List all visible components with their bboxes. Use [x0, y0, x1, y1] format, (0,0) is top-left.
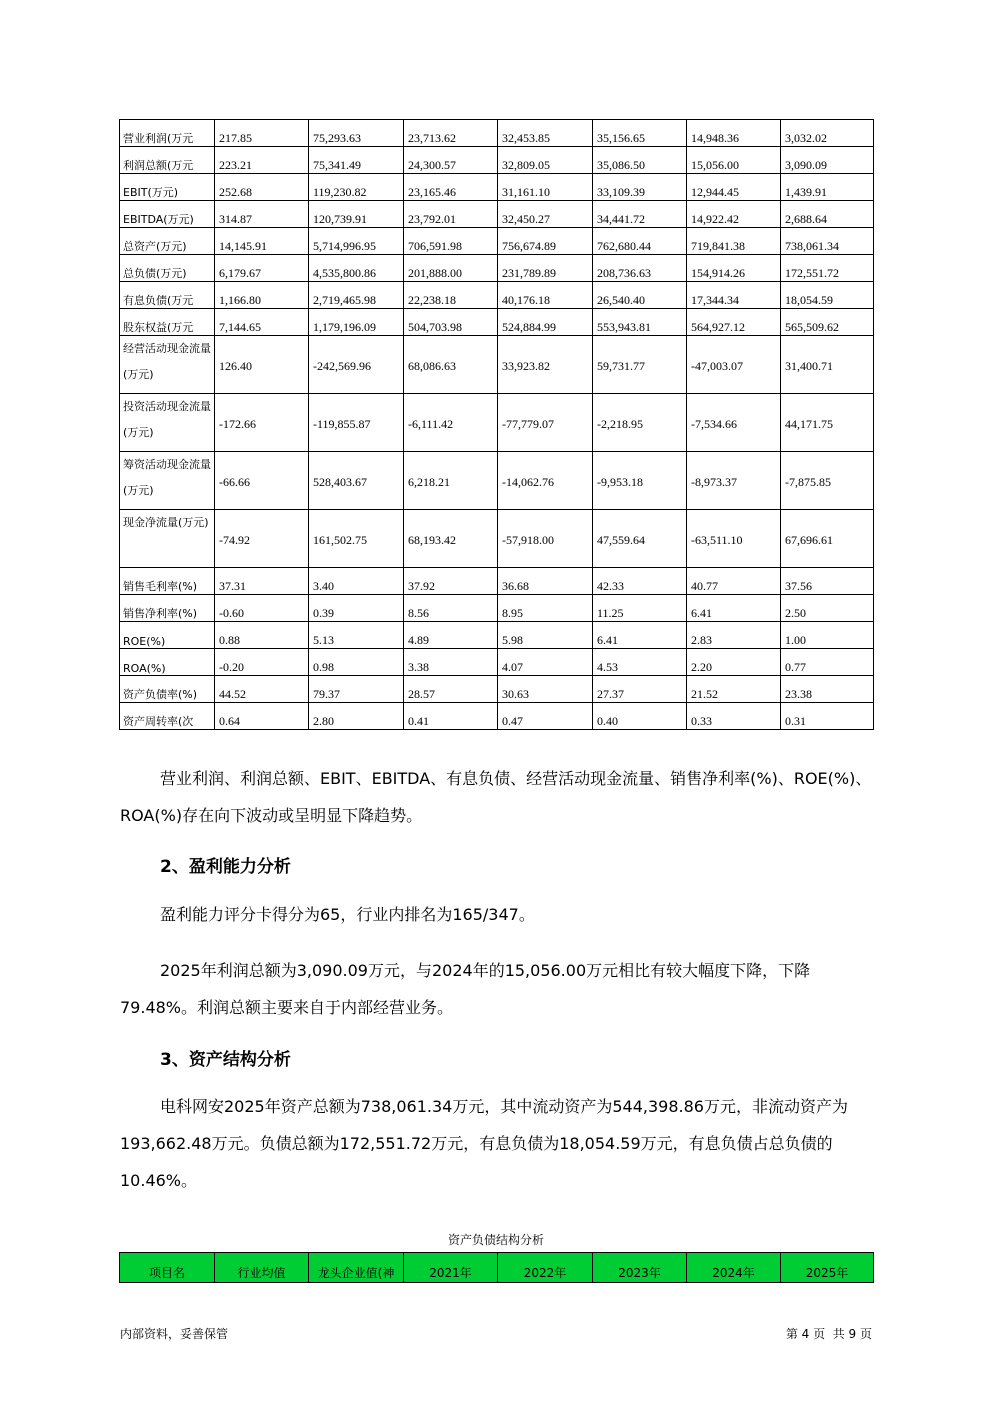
table-cell: -7,875.85 — [781, 452, 874, 510]
footer-page-number: 第 4 页 共 9 页 — [785, 1327, 872, 1341]
table-cell: 44,171.75 — [781, 394, 874, 452]
table-cell: 67,696.61 — [781, 510, 874, 568]
table-cell: 2.50 — [781, 595, 874, 622]
table-cell: 37.31 — [215, 568, 309, 595]
table-cell: 7,144.65 — [215, 309, 309, 336]
table-cell: 3.38 — [404, 649, 498, 676]
row-label: 股东权益(万元 — [120, 309, 215, 336]
row-label: 资产周转率(次 — [120, 703, 215, 730]
table-cell: 217.85 — [215, 120, 309, 147]
row-label: ROE(%) — [120, 622, 215, 649]
table-cell: -0.20 — [215, 649, 309, 676]
table-cell: 0.31 — [781, 703, 874, 730]
table-cell: -7,534.66 — [687, 394, 781, 452]
table-row — [120, 510, 874, 568]
table-cell: 252.68 — [215, 174, 309, 201]
table-cell: 1,166.80 — [215, 282, 309, 309]
table-cell: 27.37 — [593, 676, 687, 703]
table-cell: 5,714,996.95 — [309, 228, 404, 255]
table-cell: -74.92 — [215, 510, 309, 568]
table-cell: 31,400.71 — [781, 336, 874, 394]
table-cell: 1.00 — [781, 622, 874, 649]
table-cell: 15,056.00 — [687, 147, 781, 174]
row-label: 资产负债率(%) — [120, 676, 215, 703]
table-cell: 0.41 — [404, 703, 498, 730]
table-row — [120, 568, 874, 595]
table-cell: 738,061.34 — [781, 228, 874, 255]
row-label: 利润总额(万元 — [120, 147, 215, 174]
table-cell: 8.95 — [498, 595, 593, 622]
table-cell: 120,739.91 — [309, 201, 404, 228]
table-cell: -9,953.18 — [593, 452, 687, 510]
table-cell: 564,927.12 — [687, 309, 781, 336]
table-cell: 30.63 — [498, 676, 593, 703]
table-cell: 40,176.18 — [498, 282, 593, 309]
table-cell: 0.47 — [498, 703, 593, 730]
table-cell: -77,779.07 — [498, 394, 593, 452]
table-cell: 33,923.82 — [498, 336, 593, 394]
table-cell: 565,509.62 — [781, 309, 874, 336]
table-cell: 4,535,800.86 — [309, 255, 404, 282]
table-cell: 6.41 — [687, 595, 781, 622]
table-cell: 4.89 — [404, 622, 498, 649]
row-label: 销售毛利率(%) — [120, 568, 215, 595]
table-cell: 5.13 — [309, 622, 404, 649]
row-label: 营业利润(万元 — [120, 120, 215, 147]
table-row — [120, 201, 874, 228]
table-cell: -63,511.10 — [687, 510, 781, 568]
table-cell: 17,344.34 — [687, 282, 781, 309]
table-cell: 2.83 — [687, 622, 781, 649]
table-cell: -47,003.07 — [687, 336, 781, 394]
header-cell: 2025年 — [781, 1253, 874, 1283]
table-row — [120, 282, 874, 309]
table-cell: 0.98 — [309, 649, 404, 676]
table-cell: 14,145.91 — [215, 228, 309, 255]
header-cell: 龙头企业值(神 — [309, 1253, 404, 1283]
table-cell: 79.37 — [309, 676, 404, 703]
table-row — [120, 174, 874, 201]
table-row — [120, 622, 874, 649]
table-cell: 0.40 — [593, 703, 687, 730]
table-row — [120, 394, 874, 452]
table-cell: 119,230.82 — [309, 174, 404, 201]
table-cell: 14,948.36 — [687, 120, 781, 147]
row-label: 经营活动现金流量(万元) — [120, 336, 215, 394]
table-cell: 223.21 — [215, 147, 309, 174]
table-cell: -8,973.37 — [687, 452, 781, 510]
row-label: 筹资活动现金流量(万元) — [120, 452, 215, 510]
table-cell: 23,713.62 — [404, 120, 498, 147]
row-label: 有息负债(万元 — [120, 282, 215, 309]
table-cell: 0.64 — [215, 703, 309, 730]
table-cell: 5.98 — [498, 622, 593, 649]
header-cell: 2024年 — [687, 1253, 781, 1283]
table-cell: 68,086.63 — [404, 336, 498, 394]
table-cell: 0.77 — [781, 649, 874, 676]
row-label: ROA(%) — [120, 649, 215, 676]
table-cell: 154,914.26 — [687, 255, 781, 282]
table-cell: 59,731.77 — [593, 336, 687, 394]
table-cell: 75,293.63 — [309, 120, 404, 147]
table-cell: 6.41 — [593, 622, 687, 649]
table-cell: 22,238.18 — [404, 282, 498, 309]
table-cell: -0.60 — [215, 595, 309, 622]
table-cell: 2.20 — [687, 649, 781, 676]
section-heading-profitability: 2、盈利能力分析 — [160, 857, 291, 877]
table-cell: 172,551.72 — [781, 255, 874, 282]
row-label: EBITDA(万元) — [120, 201, 215, 228]
table-cell: 42.33 — [593, 568, 687, 595]
table-cell: 1,179,196.09 — [309, 309, 404, 336]
table-cell: -66.66 — [215, 452, 309, 510]
table-cell: 6,218.21 — [404, 452, 498, 510]
table-row — [120, 703, 874, 730]
profitability-score-text: 盈利能力评分卡得分为65，行业内排名为165/347。 — [160, 905, 535, 924]
table-cell: 36.68 — [498, 568, 593, 595]
row-label: 投资活动现金流量(万元) — [120, 394, 215, 452]
table-cell: 4.07 — [498, 649, 593, 676]
table-cell: 201,888.00 — [404, 255, 498, 282]
table-cell: 208,736.63 — [593, 255, 687, 282]
header-cell: 行业均值 — [215, 1253, 309, 1283]
table-cell: 0.33 — [687, 703, 781, 730]
table-cell: 23,165.46 — [404, 174, 498, 201]
table-cell: 6,179.67 — [215, 255, 309, 282]
table-cell: 2,719,465.98 — [309, 282, 404, 309]
table-row — [120, 336, 874, 394]
table-cell: 40.77 — [687, 568, 781, 595]
summary-paragraph: 营业利润、利润总额、EBIT、EBITDA、有息负债、经营活动现金流量、销售净利率(%)、ROE(%)、ROA(%)存在向下波动或呈明显下降趋势。 — [120, 769, 872, 825]
table-cell: 314.87 — [215, 201, 309, 228]
table-row — [120, 452, 874, 510]
table-row — [120, 147, 874, 174]
table-cell: 3,032.02 — [781, 120, 874, 147]
table-cell: 553,943.81 — [593, 309, 687, 336]
table-cell: 2.80 — [309, 703, 404, 730]
table-cell: 504,703.98 — [404, 309, 498, 336]
asset-liability-structure-table — [119, 1252, 874, 1283]
table-cell: -57,918.00 — [498, 510, 593, 568]
table-row — [120, 676, 874, 703]
header-cell: 2021年 — [404, 1253, 498, 1283]
table-cell: 31,161.10 — [498, 174, 593, 201]
table-cell: -6,111.42 — [404, 394, 498, 452]
row-label: EBIT(万元) — [120, 174, 215, 201]
table-cell: -172.66 — [215, 394, 309, 452]
table-cell: 1,439.91 — [781, 174, 874, 201]
table-cell: 37.56 — [781, 568, 874, 595]
table-cell: 32,809.05 — [498, 147, 593, 174]
table-cell: 21.52 — [687, 676, 781, 703]
table-cell: -119,855.87 — [309, 394, 404, 452]
table-row — [120, 309, 874, 336]
table-cell: 2,688.64 — [781, 201, 874, 228]
row-label: 总负债(万元) — [120, 255, 215, 282]
table-cell: 44.52 — [215, 676, 309, 703]
table-cell: 23,792.01 — [404, 201, 498, 228]
table-cell: 18,054.59 — [781, 282, 874, 309]
table-cell: -242,569.96 — [309, 336, 404, 394]
section-heading-asset-structure: 3、资产结构分析 — [160, 1050, 291, 1070]
table-cell: 8.56 — [404, 595, 498, 622]
asset-structure-text: 电科网安2025年资产总额为738,061.34万元，其中流动资产为544,398.86万元，非流动资产为193,662.48万元。负债总额为172,551.72万元，有息负债为18,054.59万元，有息负债占总负债的10.46%。 — [120, 1097, 848, 1190]
table-cell: 32,453.85 — [498, 120, 593, 147]
table-row — [120, 649, 874, 676]
table-cell: 47,559.64 — [593, 510, 687, 568]
table-cell: 719,841.38 — [687, 228, 781, 255]
header-cell: 2023年 — [593, 1253, 687, 1283]
table-cell: 28.57 — [404, 676, 498, 703]
table-cell: 24,300.57 — [404, 147, 498, 174]
financial-indicators-table — [119, 119, 874, 730]
table-cell: 528,403.67 — [309, 452, 404, 510]
table-cell: 26,540.40 — [593, 282, 687, 309]
table-row — [120, 120, 874, 147]
table-cell: 231,789.89 — [498, 255, 593, 282]
table-row — [120, 228, 874, 255]
table-cell: 126.40 — [215, 336, 309, 394]
row-label: 销售净利率(%) — [120, 595, 215, 622]
row-label: 总资产(万元) — [120, 228, 215, 255]
footer-confidential: 内部资料，妥善保管 — [120, 1327, 229, 1341]
table-cell: 68,193.42 — [404, 510, 498, 568]
table-cell: 14,922.42 — [687, 201, 781, 228]
table-cell: 0.88 — [215, 622, 309, 649]
table-cell: 762,680.44 — [593, 228, 687, 255]
table-cell: 4.53 — [593, 649, 687, 676]
structure-table-caption: 资产负债结构分析 — [447, 1233, 544, 1247]
table-cell: 37.92 — [404, 568, 498, 595]
table-cell: 75,341.49 — [309, 147, 404, 174]
table-cell: 32,450.27 — [498, 201, 593, 228]
table-cell: 11.25 — [593, 595, 687, 622]
table-cell: 0.39 — [309, 595, 404, 622]
profit-change-text: 2025年利润总额为3,090.09万元，与2024年的15,056.00万元相比有较大幅度下降，下降79.48%。利润总额主要来自于内部经营业务。 — [120, 961, 811, 1017]
table-cell: 35,086.50 — [593, 147, 687, 174]
table-cell: 161,502.75 — [309, 510, 404, 568]
table-cell: 35,156.65 — [593, 120, 687, 147]
table-cell: 706,591.98 — [404, 228, 498, 255]
header-cell: 项目名 — [120, 1253, 215, 1283]
table-cell: 756,674.89 — [498, 228, 593, 255]
table-cell: 33,109.39 — [593, 174, 687, 201]
table-cell: 3,090.09 — [781, 147, 874, 174]
table-cell: 23.38 — [781, 676, 874, 703]
table-cell: 34,441.72 — [593, 201, 687, 228]
header-cell: 2022年 — [498, 1253, 593, 1283]
row-label: 现金净流量(万元) — [120, 510, 215, 568]
table-cell: 12,944.45 — [687, 174, 781, 201]
table-cell: -2,218.95 — [593, 394, 687, 452]
table-cell: 524,884.99 — [498, 309, 593, 336]
table-row — [120, 255, 874, 282]
table-row — [120, 595, 874, 622]
table-cell: -14,062.76 — [498, 452, 593, 510]
table-cell: 3.40 — [309, 568, 404, 595]
